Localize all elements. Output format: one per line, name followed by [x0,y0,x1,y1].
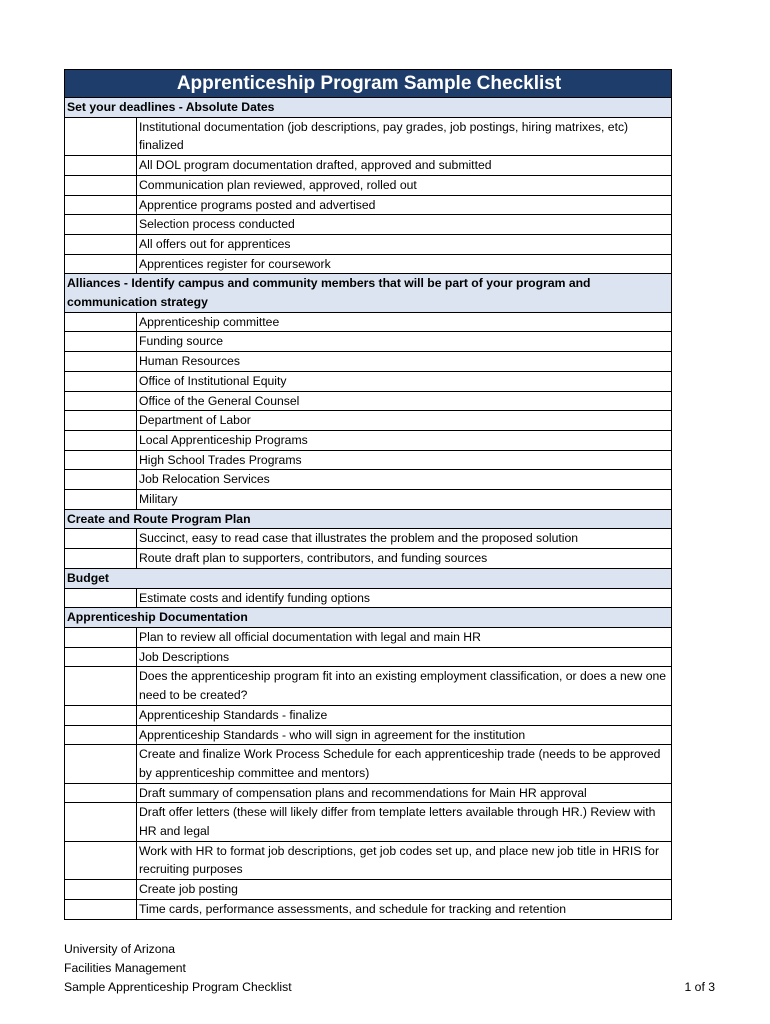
checkbox-cell[interactable] [65,312,137,332]
footer-organization: University of Arizona [64,942,176,956]
checklist-item-text: Selection process conducted [137,215,672,235]
checklist-item-text: Plan to review all official documentation with legal and main HR [137,627,672,647]
checklist-row [65,841,672,879]
checklist-row [65,234,672,254]
checkbox-cell[interactable] [65,490,137,510]
checklist-row [65,745,672,783]
checkbox-cell[interactable] [65,647,137,667]
checkbox-cell[interactable] [65,841,137,879]
checklist-item-text: Apprentice programs posted and advertised [137,195,672,215]
checkbox-cell[interactable] [65,470,137,490]
section-row [65,274,672,312]
checkbox-cell[interactable] [65,899,137,919]
checklist-row [65,880,672,900]
checklist-item-text: Apprenticeship Standards - who will sign in agreement for the institution [137,725,672,745]
checklist-row [65,490,672,510]
checklist-table [64,69,672,920]
checklist-item-text: Create and finalize Work Process Schedule for each apprenticeship trade (needs to be approved by apprenticeship committee and mentors) [137,745,672,783]
footer-department: Facilities Management [64,961,186,975]
checklist-row [65,371,672,391]
checklist-item-text: Job Descriptions [137,647,672,667]
checkbox-cell[interactable] [65,371,137,391]
checklist-row [65,783,672,803]
section-row [65,98,672,118]
checklist-item-text: Military [137,490,672,510]
checklist-item-text: Succinct, easy to read case that illustrates the problem and the proposed solution [137,529,672,549]
checkbox-cell[interactable] [65,705,137,725]
checklist-item-text: Time cards, performance assessments, and schedule for tracking and retention [137,899,672,919]
checklist-row [65,411,672,431]
section-row [65,568,672,588]
checklist-item-text: Apprenticeship Standards - finalize [137,705,672,725]
checklist-item-text: Office of the General Counsel [137,391,672,411]
checklist-title: Apprenticeship Program Sample Checklist [65,70,672,98]
checkbox-cell[interactable] [65,156,137,176]
checklist-row [65,705,672,725]
checkbox-cell[interactable] [65,352,137,372]
checklist-item-text: Human Resources [137,352,672,372]
section-heading: Alliances - Identify campus and community members that will be part of your program and communication strategy [65,274,672,312]
checklist-row [65,803,672,841]
checklist-row [65,627,672,647]
checklist-item-text: All DOL program documentation drafted, approved and submitted [137,156,672,176]
section-row [65,509,672,529]
checkbox-cell[interactable] [65,588,137,608]
checklist-item-text: High School Trades Programs [137,450,672,470]
checklist-item-text: Estimate costs and identify funding options [137,588,672,608]
checklist-item-text: Department of Labor [137,411,672,431]
checkbox-cell[interactable] [65,215,137,235]
checkbox-cell[interactable] [65,627,137,647]
checkbox-cell[interactable] [65,529,137,549]
section-row [65,608,672,628]
checklist-item-text: Create job posting [137,880,672,900]
checklist-row [65,667,672,705]
checkbox-cell[interactable] [65,745,137,783]
checkbox-cell[interactable] [65,391,137,411]
checklist-row [65,391,672,411]
checklist-item-text: Local Apprenticeship Programs [137,430,672,450]
checklist-row [65,450,672,470]
checklist-row [65,549,672,569]
checklist-item-text: Draft offer letters (these will likely differ from template letters available through HR.) Review with HR and legal [137,803,672,841]
section-heading: Create and Route Program Plan [65,509,672,529]
checkbox-cell[interactable] [65,803,137,841]
checklist-item-text: Funding source [137,332,672,352]
checkbox-cell[interactable] [65,332,137,352]
checkbox-cell[interactable] [65,430,137,450]
section-heading: Budget [65,568,672,588]
checklist-row [65,215,672,235]
checklist-row [65,529,672,549]
checklist-item-text: Communication plan reviewed, approved, rolled out [137,175,672,195]
checklist-item-text: Job Relocation Services [137,470,672,490]
checklist-row [65,117,672,155]
checkbox-cell[interactable] [65,195,137,215]
checklist-item-text: Route draft plan to supporters, contributors, and funding sources [137,549,672,569]
page-footer [64,940,715,997]
checklist-item-text: Apprentices register for coursework [137,254,672,274]
checklist-item-text: Institutional documentation (job descriptions, pay grades, job postings, hiring matrixes, etc) finalized [137,117,672,155]
checklist-row [65,312,672,332]
checklist-item-text: Work with HR to format job descriptions, get job codes set up, and place new job title in HRIS for recruiting purposes [137,841,672,879]
section-heading: Apprenticeship Documentation [65,608,672,628]
checkbox-cell[interactable] [65,725,137,745]
checklist-row [65,588,672,608]
checklist-row [65,470,672,490]
checklist-row [65,156,672,176]
checklist-row [65,195,672,215]
checklist-row [65,352,672,372]
checklist-item-text: Draft summary of compensation plans and recommendations for Main HR approval [137,783,672,803]
footer-document-name: Sample Apprenticeship Program Checklist [64,980,292,994]
checklist-row [65,332,672,352]
checkbox-cell[interactable] [65,117,137,155]
checkbox-cell[interactable] [65,450,137,470]
section-heading: Set your deadlines - Absolute Dates [65,98,672,118]
checklist-row [65,725,672,745]
checkbox-cell[interactable] [65,783,137,803]
checklist-item-text: Apprenticeship committee [137,312,672,332]
checklist-row [65,254,672,274]
checkbox-cell[interactable] [65,175,137,195]
checklist-row [65,647,672,667]
checklist-item-text: Office of Institutional Equity [137,371,672,391]
checklist-row [65,430,672,450]
page-number: 1 of 3 [684,980,715,994]
checkbox-cell[interactable] [65,254,137,274]
checkbox-cell[interactable] [65,234,137,254]
title-row [65,70,672,98]
checkbox-cell[interactable] [65,667,137,705]
checkbox-cell[interactable] [65,549,137,569]
checklist-item-text: Does the apprenticeship program fit into an existing employment classification, or does a new one need to be created? [137,667,672,705]
checkbox-cell[interactable] [65,880,137,900]
checklist-row [65,175,672,195]
checklist-row [65,899,672,919]
checklist-item-text: All offers out for apprentices [137,234,672,254]
checkbox-cell[interactable] [65,411,137,431]
